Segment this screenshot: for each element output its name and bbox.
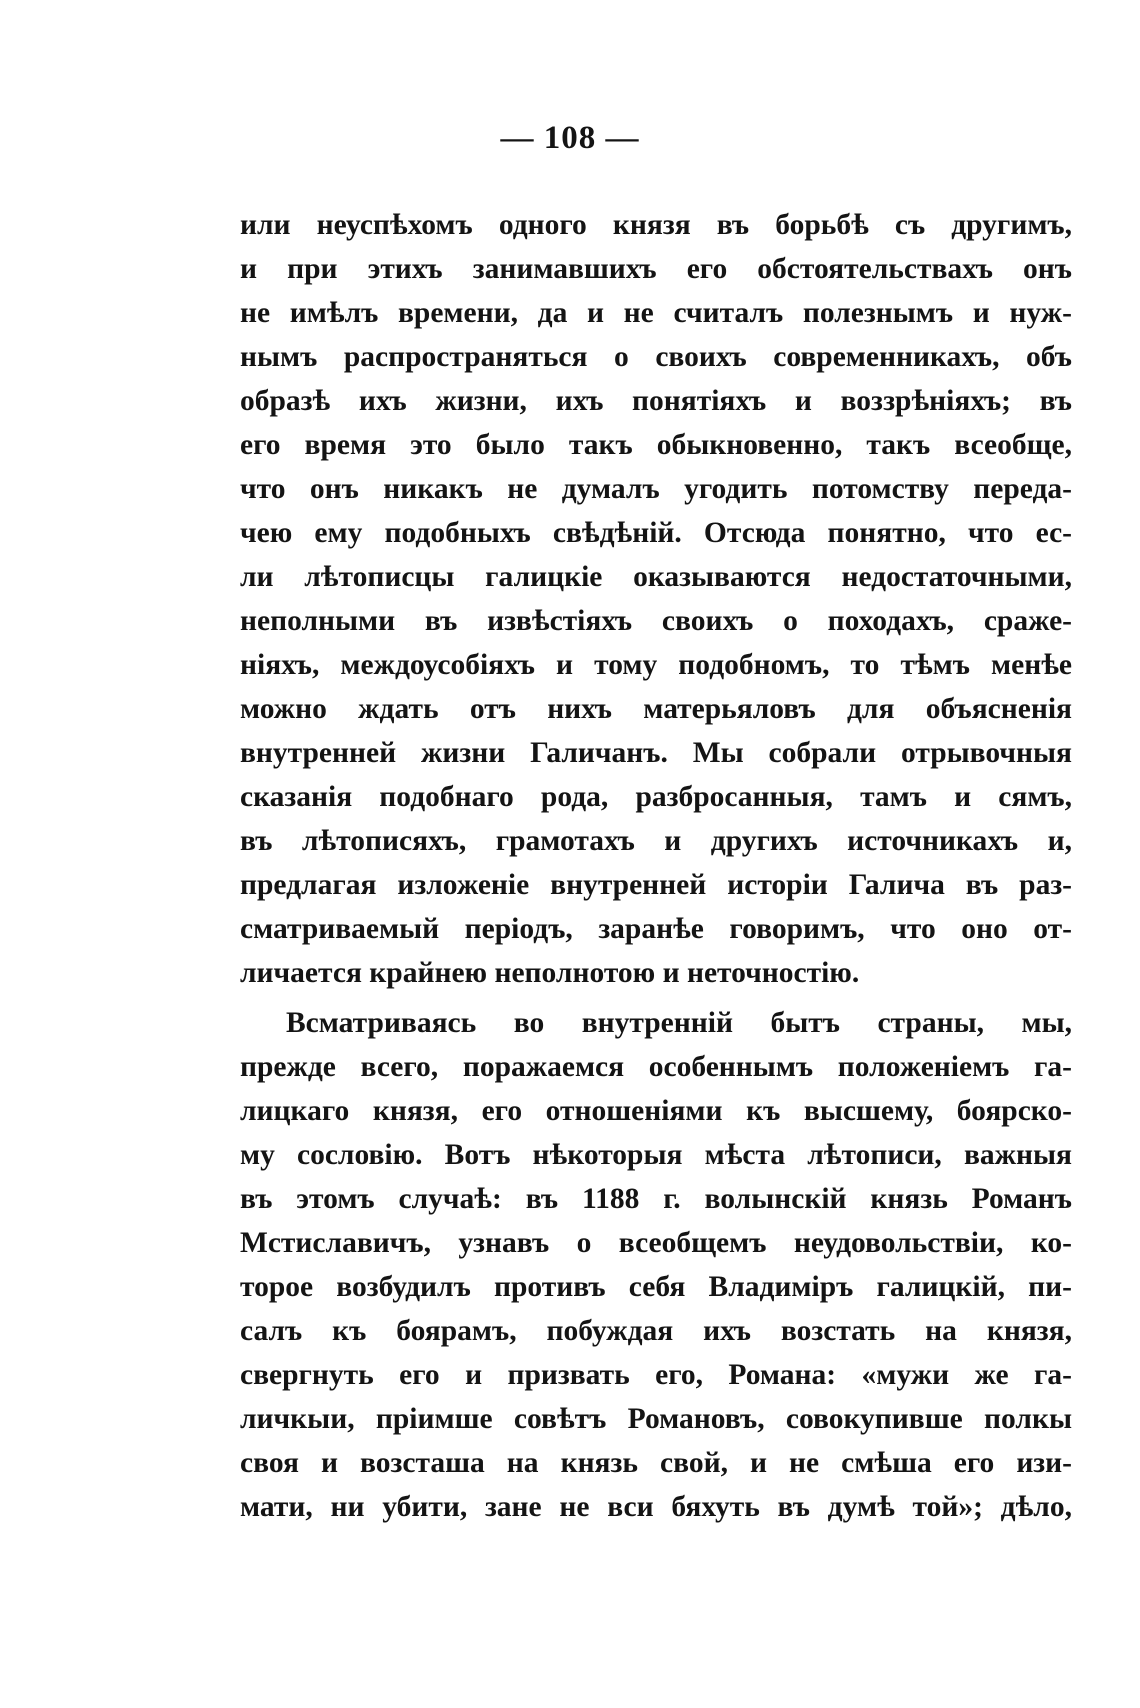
text-line: что онъ никакъ не думалъ угодить потомству переда- <box>240 473 1072 505</box>
text-line: не имѣлъ времени, да и не считалъ полезнымъ и нуж- <box>240 297 1072 329</box>
text-line: въ лѣтописяхъ, грамотахъ и другихъ источникахъ и, <box>240 825 1072 857</box>
text-line: Мстиславичъ, узнавъ о всеобщемъ неудовольствіи, ко- <box>240 1227 1072 1259</box>
text-line: въ этомъ случаѣ: въ 1188 г. волынскій князь Романъ <box>240 1183 1072 1215</box>
text-line: образѣ ихъ жизни, ихъ понятіяхъ и воззрѣніяхъ; въ <box>240 385 1072 417</box>
text-line: ли лѣтописцы галицкіе оказываются недостаточными, <box>240 561 1072 593</box>
text-line: торое возбудилъ противъ себя Владиміръ галицкій, пи- <box>240 1271 1072 1303</box>
text-line: можно ждать отъ нихъ матерьяловъ для объясненія <box>240 693 1072 725</box>
text-line: личается крайнею неполнотою и неточностію. <box>240 957 860 989</box>
text-line: прежде всего, поражаемся особеннымъ положеніемъ га- <box>240 1051 1072 1083</box>
text-line: личкыи, пріимше совѣтъ Романовъ, совокупивше полкы <box>240 1403 1072 1435</box>
paragraph-1 <box>240 203 1072 995</box>
body-text <box>240 203 1072 1529</box>
text-line: нымъ распространяться о своихъ современникахъ, объ <box>240 341 1072 373</box>
text-line: му сословію. Вотъ нѣкоторыя мѣста лѣтописи, важныя <box>240 1139 1072 1171</box>
text-line: внутренней жизни Галичанъ. Мы собрали отрывочныя <box>240 737 1072 769</box>
text-line: мати, ни убити, зане не вси бяхуть въ думѣ той»; дѣло, <box>240 1491 1072 1523</box>
text-line: ніяхъ, междоусобіяхъ и тому подобномъ, то тѣмъ менѣе <box>240 649 1072 681</box>
text-line: или неуспѣхомъ одного князя въ борьбѣ съ другимъ, <box>240 209 1072 241</box>
paragraph-2 <box>240 1001 1072 1529</box>
text-line: предлагая изложеніе внутренней исторіи Галича въ раз- <box>240 869 1072 901</box>
text-line: его время это было такъ обыкновенно, такъ всеобще, <box>240 429 1072 461</box>
text-line: Всматриваясь во внутренній бытъ страны, мы, <box>286 1007 1072 1039</box>
text-line: свергнуть его и призвать его, Романа: «мужи же га- <box>240 1359 1072 1391</box>
text-line: салъ къ боярамъ, побуждая ихъ возстать на князя, <box>240 1315 1072 1347</box>
page-number: — 108 — <box>500 120 640 156</box>
text-line: сказанія подобнаго рода, разбросанныя, тамъ и сямъ, <box>240 781 1072 813</box>
text-line: сматриваемый періодъ, заранѣе говоримъ, что оно от- <box>240 913 1072 945</box>
text-line: лицкаго князя, его отношеніями къ высшему, боярско- <box>240 1095 1072 1127</box>
text-line: неполными въ извѣстіяхъ своихъ о походахъ, сраже- <box>240 605 1072 637</box>
text-line: и при этихъ занимавшихъ его обстоятельствахъ онъ <box>240 253 1072 285</box>
text-line: чею ему подобныхъ свѣдѣній. Отсюда понятно, что ес- <box>240 517 1072 549</box>
text-line: своя и возсташа на князь свой, и не смѣша его изи- <box>240 1447 1072 1479</box>
